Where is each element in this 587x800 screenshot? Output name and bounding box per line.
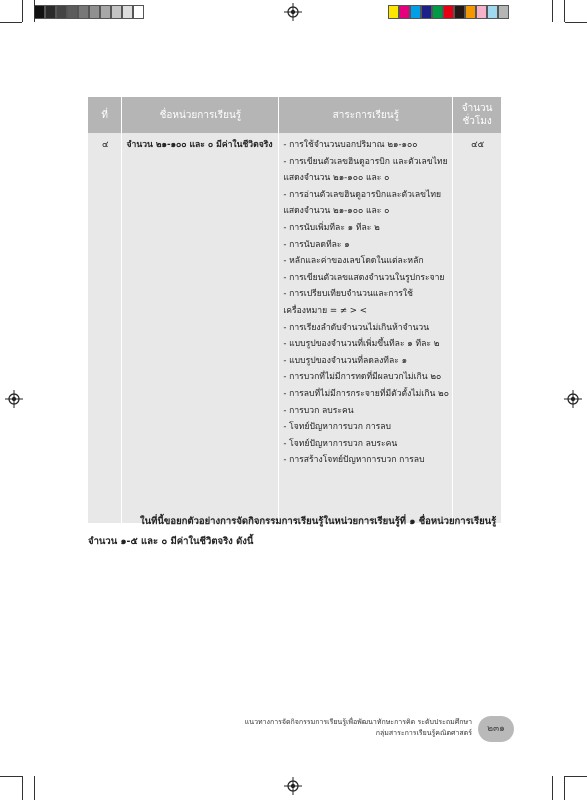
- header-hours: จำนวน ชั่วโมง: [453, 97, 501, 133]
- color-swatch: [399, 5, 410, 19]
- content-line: - การเขียนตัวเลขแสดงจำนวนในรูปกระจาย: [283, 272, 445, 283]
- content-line: - การสร้างโจทย์ปัญหาการบวก การลบ: [283, 455, 425, 466]
- content-line: - การอ่านตัวเลขฮินดูอารบิกและตัวเลขไทย: [283, 189, 442, 200]
- color-swatch: [432, 5, 443, 19]
- crosshair-circle-icon: [284, 777, 302, 795]
- table-header-row: [88, 97, 501, 133]
- registration-mark-bottom: [284, 777, 302, 795]
- grayscale-color-bar: [34, 5, 144, 19]
- content-line: - การเขียนตัวเลขฮินดูอารบิก และตัวเลขไทย: [283, 156, 448, 167]
- paragraph-line-1: ในที่นี้ขอยกตัวอย่างการจัดกิจกรรมการเรียนรู้ในหน่วยการเรียนรู้ที่ ๑ ชื่อหน่วยการเรียนรู้: [140, 516, 497, 527]
- row-no: ๔: [88, 133, 122, 523]
- content-line: - การบวก ลบระคน: [283, 405, 354, 416]
- color-swatch: [443, 5, 454, 19]
- row-content: [279, 133, 453, 523]
- crop-mark: [564, 0, 565, 22]
- color-swatch: [67, 5, 78, 19]
- content-line: - การลบที่ไม่มีการกระจายที่มีตัวตั้งไม่เกิน ๒๐: [283, 388, 449, 399]
- row-unit: จำนวน ๒๑-๑๐๐ และ ๐ มีค่าในชีวิตจริง: [122, 133, 279, 523]
- content-line: เครื่องหมาย = ≠ > <: [283, 305, 367, 316]
- process-color-bar: [388, 5, 509, 19]
- content-line: - การเรียงลำดับจำนวนไม่เกินห้าจำนวน: [283, 322, 430, 333]
- color-swatch: [421, 5, 432, 19]
- curriculum-table: [88, 97, 501, 523]
- crop-mark: [552, 0, 553, 22]
- crop-mark: [0, 22, 22, 23]
- content-line: แสดงจำนวน ๒๑-๑๐๐ และ ๐: [283, 206, 390, 217]
- header-no: ที่: [88, 97, 122, 133]
- color-swatch: [410, 5, 421, 19]
- color-swatch: [78, 5, 89, 19]
- color-swatch: [100, 5, 111, 19]
- crop-mark: [22, 0, 23, 22]
- content-line: แสดงจำนวน ๒๑-๑๐๐ และ ๐: [283, 173, 390, 184]
- content-line: - การนับเพิ่มทีละ ๑ ทีละ ๒: [283, 222, 380, 233]
- content-line: - หลักและค่าของเลขโดดในแต่ละหลัก: [283, 256, 424, 267]
- crop-mark: [564, 776, 565, 800]
- content-line: - แบบรูปของจำนวนที่ลดลงทีละ ๑: [283, 355, 408, 366]
- row-hours: ๔๕: [453, 133, 501, 523]
- crosshair-circle-icon: [284, 3, 302, 21]
- color-swatch: [476, 5, 487, 19]
- color-swatch: [454, 5, 465, 19]
- registration-mark-top: [284, 3, 302, 21]
- color-swatch: [498, 5, 509, 19]
- crop-mark: [565, 776, 587, 777]
- crosshair-circle-icon: [5, 390, 23, 408]
- content-line: - การบวกที่ไม่มีการทดที่มีผลบวกไม่เกิน ๒๐: [283, 372, 442, 383]
- table-row: [88, 133, 501, 523]
- content-line: - การเปรียบเทียบจำนวนและการใช้: [283, 289, 413, 300]
- color-swatch: [388, 5, 399, 19]
- color-swatch: [56, 5, 67, 19]
- content-line: - โจทย์ปัญหาการบวก ลบระคน: [283, 438, 398, 449]
- registration-mark-left: [5, 390, 23, 408]
- header-unit: ชื่อหน่วยการเรียนรู้: [122, 97, 279, 133]
- crop-mark: [34, 0, 35, 22]
- crop-mark: [565, 22, 587, 23]
- color-swatch: [45, 5, 56, 19]
- footer-subject: กลุ่มสาระการเรียนรู้คณิตศาสตร์: [375, 729, 472, 737]
- footer-book-title: แนวทางการจัดกิจกรรมการเรียนรู้เพื่อพัฒนาทักษะการคิด ระดับประถมศึกษา: [244, 718, 472, 726]
- color-swatch: [465, 5, 476, 19]
- content-line: - การนับลดทีละ ๑: [283, 239, 350, 250]
- paragraph-line-2: จำนวน ๑-๕ และ ๐ มีค่าในชีวิตจริง ดังนี้: [88, 536, 254, 547]
- crosshair-circle-icon: [564, 390, 582, 408]
- content-line: - แบบรูปของจำนวนที่เพิ่มขึ้นทีละ ๑ ทีละ ๒: [283, 339, 440, 350]
- content-line: - การใช้จำนวนบอกปริมาณ ๒๑-๑๐๐: [283, 140, 418, 150]
- intro-paragraph: [88, 512, 503, 552]
- crop-mark: [552, 776, 553, 800]
- crop-mark: [0, 776, 22, 777]
- page-number: ๒๓๑: [478, 716, 514, 742]
- content-line: - โจทย์ปัญหาการบวก การลบ: [283, 422, 391, 433]
- color-swatch: [133, 5, 144, 19]
- color-swatch: [34, 5, 45, 19]
- color-swatch: [487, 5, 498, 19]
- crop-mark: [22, 776, 23, 800]
- crop-mark: [34, 776, 35, 800]
- page-footer: [245, 717, 472, 739]
- color-swatch: [122, 5, 133, 19]
- color-swatch: [111, 5, 122, 19]
- color-swatch: [89, 5, 100, 19]
- header-content: สาระการเรียนรู้: [279, 97, 453, 133]
- registration-mark-right: [564, 390, 582, 408]
